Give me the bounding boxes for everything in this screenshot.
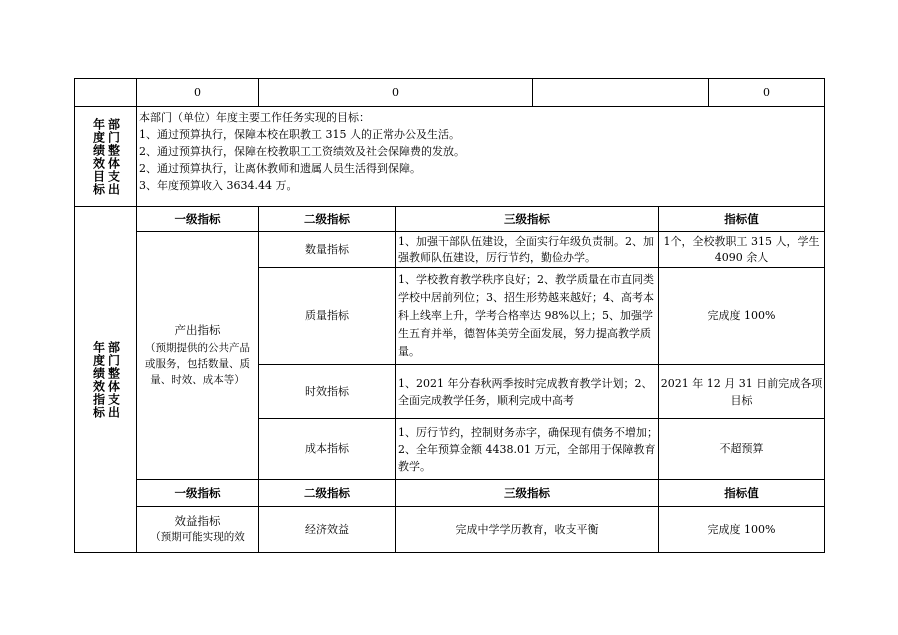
goals-line: 2、通过预算执行，保障在校教职工工资绩效及社会保障费的发放。: [139, 145, 465, 158]
level3-cost: 1、厉行节约，控制财务赤字，确保现有债务不增加；2、全年预算金额 4438.01 万元，全部用于保障教育教学。: [398, 425, 658, 473]
header2-level3: 三级指标: [504, 486, 550, 500]
goals-line: 2、通过预算执行，让离休教师和遗属人员生活得到保障。: [139, 162, 421, 175]
header-level3: 三级指标: [504, 212, 550, 226]
top-cell-3: [533, 79, 708, 106]
top-cell-2: 0: [392, 85, 399, 99]
level3-economic: 完成中学学历教育，收支平衡: [455, 522, 599, 536]
value-quantity: 1个，全校教职工 315 人，学生 4090 余人: [663, 234, 820, 264]
level3-quality: 1、学校教育教学秩序良好；2、教学质量在市直同类学校中居前列位；3、招生形势越来越好；4、高考本科上线率上升，学考合格率达 98%以上；5、加强学生五育并举，德智体美劳全面发展，努力提高教学质量。: [398, 273, 654, 358]
indicator-side-label: [75, 207, 136, 552]
value-cost: 不超预算: [719, 442, 764, 456]
output-indicator-cell: [137, 232, 258, 479]
benefit-indicator-cell: [137, 507, 258, 552]
output-indicator-title: 产出指标: [174, 322, 221, 337]
benefit-indicator-note: （预期可能实现的效: [150, 530, 245, 543]
goals-line: 3、年度预算收入 3634.44 万。: [139, 179, 298, 192]
level2-cost: 成本指标: [305, 442, 349, 456]
top-cell-1: 0: [194, 85, 201, 99]
level3-timeliness: 1、2021 年分春秋两季按时完成教育教学计划；2、全面完成教学任务，顺利完成中高考: [398, 376, 653, 407]
goals-line: 1、通过预算执行，保障本校在职教工 315 人的正常办公及生活。: [139, 128, 460, 141]
level3-quantity: 1、加强干部队伍建设，全面实行年级负责制。2、加强教师队伍建设，厉行节约，勤俭办学。: [398, 234, 654, 264]
goals-text: [137, 107, 824, 206]
header-value: 指标值: [724, 212, 759, 226]
goals-side-label: [75, 107, 136, 206]
header2-level1: 一级指标: [174, 486, 221, 500]
header-level2: 二级指标: [304, 212, 350, 226]
level2-quantity: 数量指标: [305, 242, 349, 256]
benefit-indicator-title: 效益指标: [174, 514, 221, 528]
value-quality: 完成度 100%: [707, 309, 776, 323]
level2-timeliness: 时效指标: [305, 384, 349, 398]
top-cell-4: 0: [763, 85, 770, 99]
border-bottom: [74, 552, 825, 553]
header2-value: 指标值: [724, 486, 759, 500]
indicator-label-a: 部门整体支出: [106, 340, 121, 419]
output-indicator-note: （预期提供的公共产品或服务，包括数量、质量、时效、成本等）: [145, 342, 250, 387]
level2-quality: 质量指标: [305, 309, 349, 323]
value-timeliness: 2021 年 12 月 31 日前完成各项目标: [660, 376, 823, 407]
goals-label-b: 年度绩效目标: [91, 117, 106, 196]
header2-level2: 二级指标: [304, 486, 350, 500]
value-economic: 完成度 100%: [707, 522, 776, 536]
goals-line: 本部门（单位）年度主要工作任务实现的目标：: [139, 111, 370, 124]
border-right: [824, 78, 825, 553]
goals-label-a: 部门整体支出: [106, 117, 121, 196]
level2-economic: 经济效益: [305, 522, 349, 536]
indicator-label-b: 年度绩效指标: [91, 340, 106, 419]
header-level1: 一级指标: [174, 212, 221, 226]
